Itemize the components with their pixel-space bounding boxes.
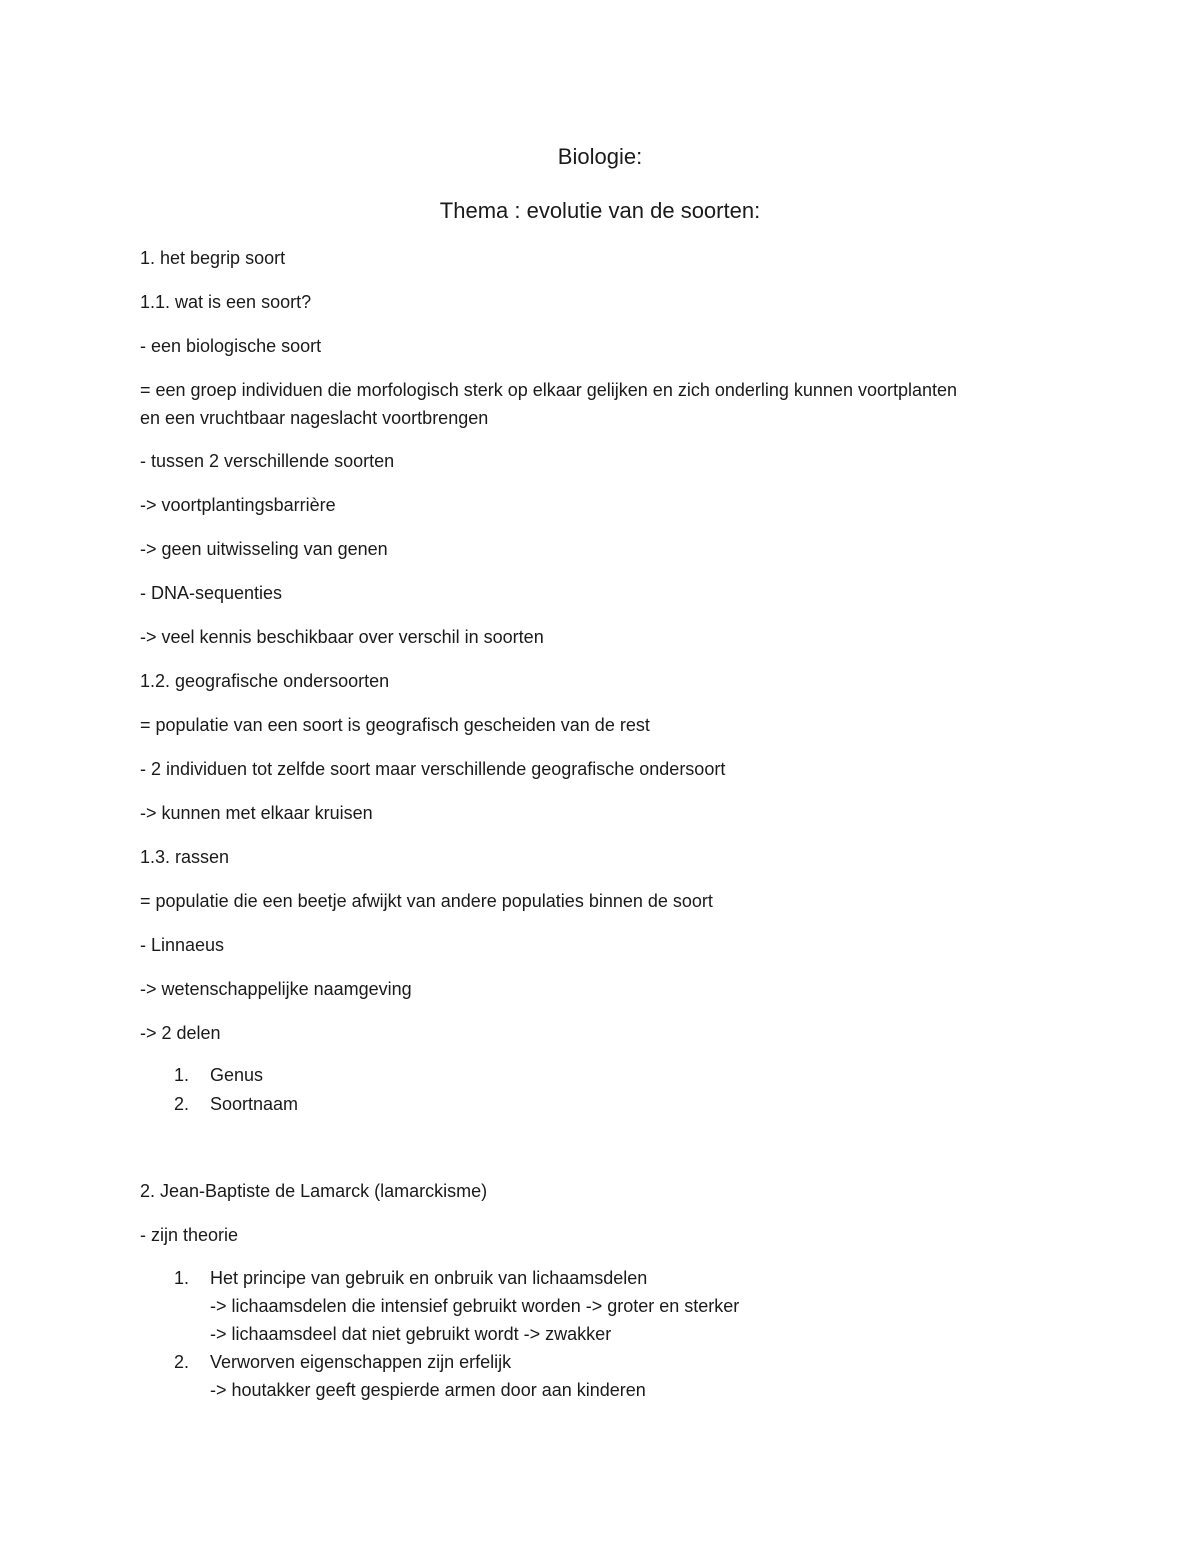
text-line: - zijn theorie bbox=[140, 1225, 239, 1245]
document-subtitle: Thema : evolutie van de soorten: bbox=[439, 198, 761, 223]
naming-parts-list bbox=[140, 1061, 1060, 1119]
list-number: 2. bbox=[174, 1094, 190, 1114]
text-line: - tussen 2 verschillende soorten bbox=[140, 451, 395, 471]
list-item bbox=[140, 1090, 1060, 1119]
heading-1: 1. het begrip soort bbox=[140, 248, 286, 268]
list-number: 1. bbox=[174, 1268, 190, 1288]
definition-line: = een groep individuen die morfologisch sterk op elkaar gelijken en zich onderling kunnen voortplanten bbox=[140, 380, 958, 400]
text-line: -> kunnen met elkaar kruisen bbox=[140, 803, 373, 823]
theory-list bbox=[140, 1264, 1060, 1404]
text-line: -> wetenschappelijke naamgeving bbox=[140, 979, 412, 999]
list-subtext: -> houtakker geeft gespierde armen door aan kinderen bbox=[210, 1380, 646, 1400]
text-line: - een biologische soort bbox=[140, 336, 322, 356]
list-text: Genus bbox=[210, 1065, 264, 1085]
text-line: = populatie van een soort is geografisch gescheiden van de rest bbox=[140, 715, 650, 735]
text-line: - DNA-sequenties bbox=[140, 583, 283, 603]
list-text: Soortnaam bbox=[210, 1094, 299, 1114]
heading-1-1: 1.1. wat is een soort? bbox=[140, 292, 312, 312]
list-subtext: -> lichaamsdeel dat niet gebruikt wordt -> zwakker bbox=[210, 1324, 612, 1344]
list-item bbox=[140, 1061, 1060, 1090]
text-line: = populatie die een beetje afwijkt van andere populaties binnen de soort bbox=[140, 891, 713, 911]
text-line: - 2 individuen tot zelfde soort maar verschillende geografische ondersoort bbox=[140, 759, 726, 779]
list-number: 2. bbox=[174, 1352, 190, 1372]
text-line: -> voortplantingsbarrière bbox=[140, 495, 336, 515]
blank-line bbox=[140, 1119, 1060, 1148]
list-text: Het principe van gebruik en onbruik van lichaamsdelen bbox=[210, 1268, 648, 1288]
list-item bbox=[140, 1264, 1060, 1348]
document-content bbox=[140, 140, 1060, 1404]
blank-line bbox=[140, 1148, 1060, 1177]
text-line: -> geen uitwisseling van genen bbox=[140, 539, 388, 559]
heading-2: 2. Jean-Baptiste de Lamarck (lamarckisme) bbox=[140, 1181, 488, 1201]
list-subtext: -> lichaamsdelen die intensief gebruikt worden -> groter en sterker bbox=[210, 1296, 740, 1316]
text-line: - Linnaeus bbox=[140, 935, 225, 955]
definition-line: en een vruchtbaar nageslacht voortbrengen bbox=[140, 408, 489, 428]
heading-1-2: 1.2. geografische ondersoorten bbox=[140, 671, 390, 691]
list-number: 1. bbox=[174, 1065, 190, 1085]
heading-1-3: 1.3. rassen bbox=[140, 847, 230, 867]
text-line: -> veel kennis beschikbaar over verschil in soorten bbox=[140, 627, 544, 647]
text-line: -> 2 delen bbox=[140, 1023, 221, 1043]
list-text: Verworven eigenschappen zijn erfelijk bbox=[210, 1352, 512, 1372]
document-title: Biologie: bbox=[557, 144, 643, 169]
definition-paragraph bbox=[140, 376, 1060, 432]
list-item bbox=[140, 1348, 1060, 1404]
